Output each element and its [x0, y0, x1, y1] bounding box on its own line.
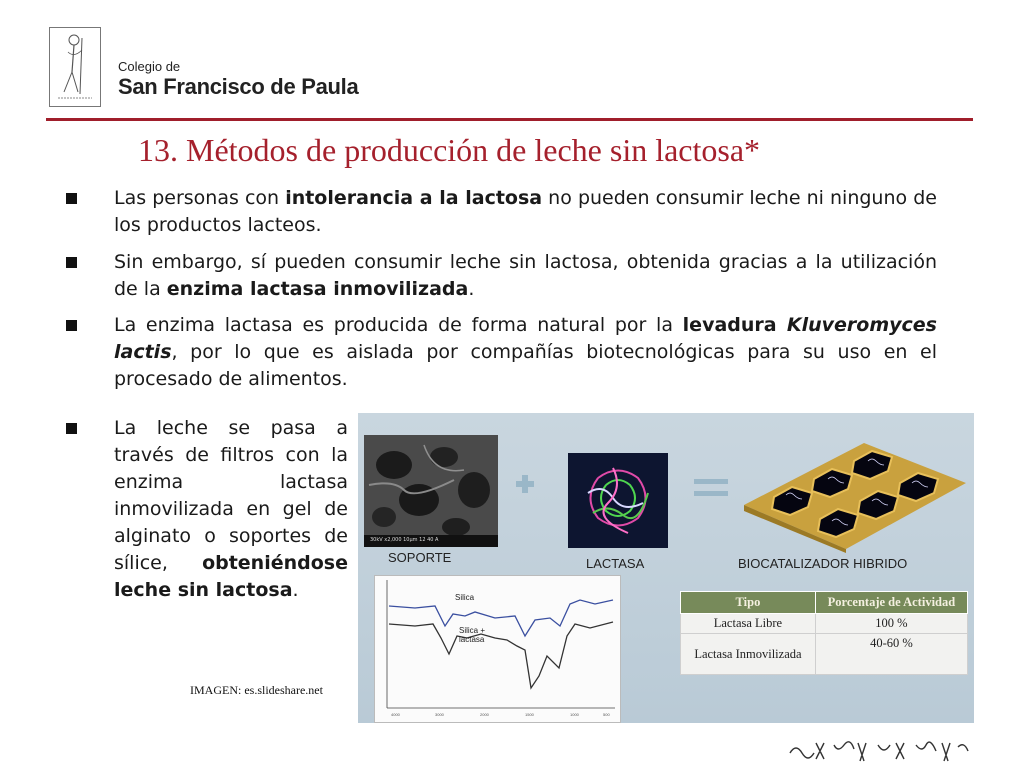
square-bullet-icon [66, 320, 77, 331]
svg-text:2000: 2000 [480, 712, 489, 717]
bullet-4-text-bold: obteniéndose leche sin lactosa [114, 552, 348, 601]
label-soporte: SOPORTE [388, 550, 452, 565]
equals-icon-lower [694, 491, 728, 496]
svg-text:1500: 1500 [525, 712, 534, 717]
bullet-1-text-a: Las personas con [114, 187, 286, 209]
ir-spectrum-graph [374, 575, 621, 723]
handwritten-scribble-image [786, 735, 976, 765]
table-header-tipo: Tipo [681, 592, 816, 614]
bullet-2-text-c: . [468, 278, 475, 300]
header-divider [46, 118, 973, 121]
bullet-3-text-c: , por lo que es aislada por compañías biotecnológicas para su uso en el procesado de alimentos. [114, 341, 937, 390]
table-row [681, 634, 968, 675]
bullet-3 [114, 312, 937, 393]
bullet-3-text-species: Kluveromyces lactis [114, 314, 937, 363]
table-cell: Lactasa Libre [681, 614, 816, 634]
school-name-big: San Francisco de Paula [118, 74, 359, 99]
square-bullet-icon [66, 423, 77, 434]
bullet-4 [114, 415, 348, 604]
spectrum-label-silica: Silica [455, 593, 475, 602]
label-biocatalizador: BIOCATALIZADOR HIBRIDO [738, 556, 908, 571]
bullet-1-text-bold: intolerancia a la lactosa [285, 187, 543, 209]
spectrum-label-silica-lactasa-1: Silica + [459, 626, 486, 635]
svg-text:1000: 1000 [570, 712, 579, 717]
bullet-3-text-a: La enzima lactasa es producida de forma natural por la [114, 314, 683, 336]
table-cell: Lactasa Inmovilizada [681, 634, 816, 675]
svg-text:4000: 4000 [391, 712, 400, 717]
table-header-porcentaje: Porcentaje de Actividad [815, 592, 967, 614]
square-bullet-icon [66, 193, 77, 204]
svg-text:3000: 3000 [435, 712, 444, 717]
table-row [681, 614, 968, 634]
table-cell: 100 % [815, 614, 967, 634]
bullet-4-text-a: La leche se pasa a través de filtros con la enzima lactasa inmovilizada en gel de alginato o soportes de sílice, [114, 417, 348, 574]
school-name [118, 60, 358, 100]
school-name-small: Colegio de [118, 59, 181, 74]
bullet-2-text-bold: enzima lactasa inmovilizada [166, 278, 469, 300]
biocatalyst-figure [358, 413, 974, 723]
lactase-protein-structure-image [568, 453, 668, 548]
school-crest-logo [49, 27, 101, 107]
image-credit: IMAGEN: es.slideshare.net [190, 683, 323, 697]
slide-title: 13. Métodos de producción de leche sin lactosa* [138, 132, 761, 168]
hybrid-biocatalyst-image [734, 435, 970, 553]
sem-micrograph-image [364, 435, 498, 547]
bullet-3-text-bold: levadura [682, 314, 787, 336]
bullet-2 [114, 249, 937, 303]
bullet-2-text-a: Sin embargo, sí pueden consumir leche sin lactosa, obtenida gracias a la utilización de la [114, 251, 937, 300]
label-lactasa: LACTASA [586, 556, 645, 571]
svg-text:500: 500 [603, 712, 610, 717]
activity-table [680, 591, 968, 675]
square-bullet-icon [66, 257, 77, 268]
crest-figure-icon [50, 28, 100, 106]
bullet-4-text-c: . [292, 579, 299, 601]
spectrum-label-silica-lactasa-2: lactasa [459, 635, 485, 644]
bullet-1 [114, 185, 937, 239]
table-cell: 40-60 % [815, 634, 967, 675]
sem-scale-bar-text: 30kV x2,000 10µm 12 40 A [370, 537, 439, 543]
plus-icon-vertical [522, 475, 528, 493]
bullet-1-text-c: no pueden consumir leche ni ninguno de los productos lacteos. [114, 187, 937, 236]
equals-icon [694, 479, 728, 484]
